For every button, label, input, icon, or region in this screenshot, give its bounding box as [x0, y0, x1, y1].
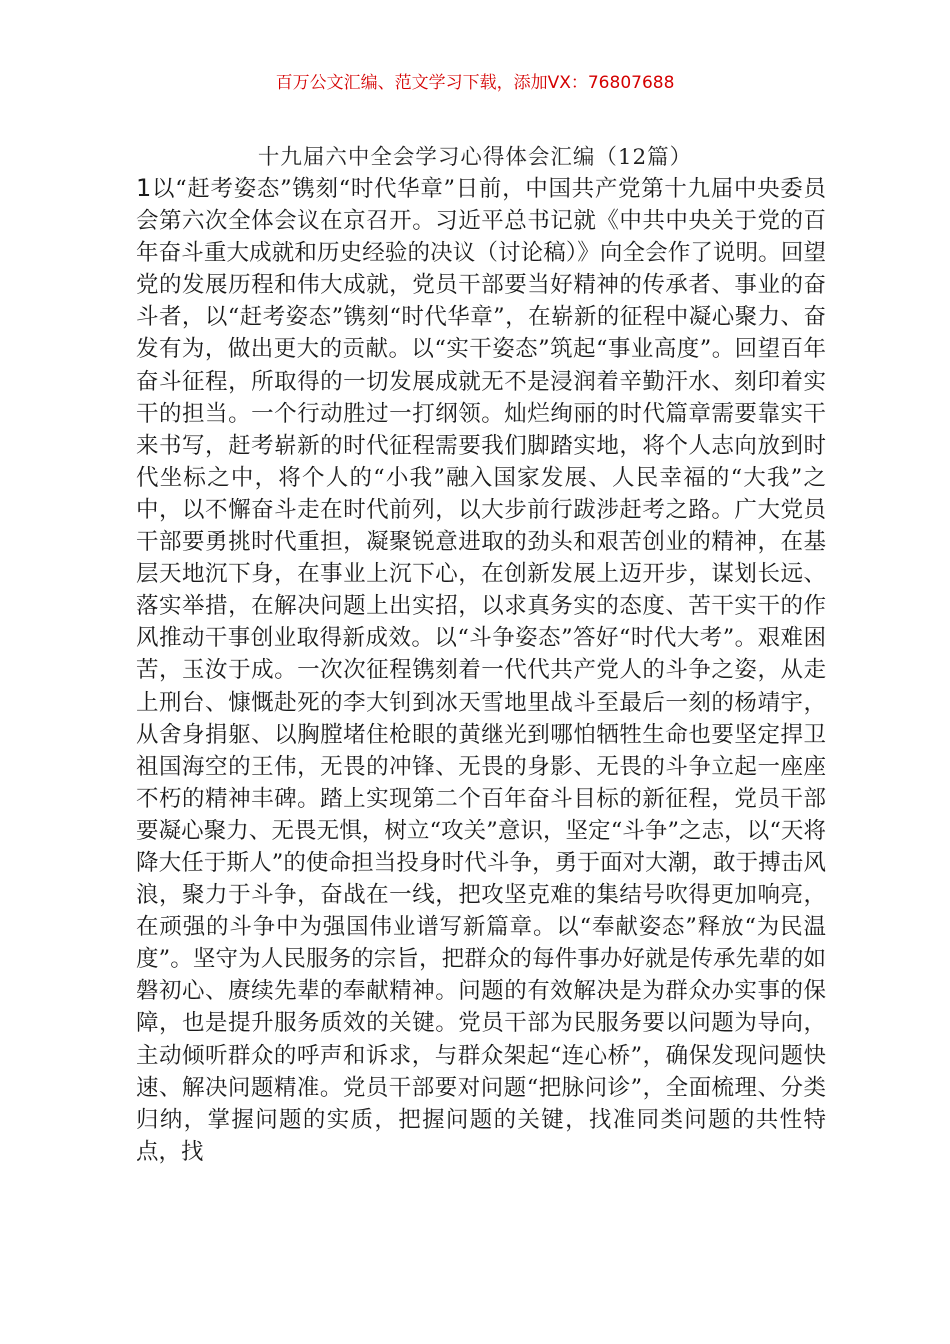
body-paragraph: 以“赶考姿态”镌刻“时代华章”日前，中国共产党第十九届中央委员会第六次全体会议在京召开。习近平总书记就《中共中央关于党的百年奋斗重大成就和历史经验的决议（讨论稿）》向全会作了说明。回望党的发展历程和伟大成就，党员干部要当好精神的传承者、事业的奋斗者，以“赶考姿态”镌刻“时代华章”，在崭新的征程中凝心聚力、奋发有为，做出更大的贡献。以“实干姿态”筑起“事业高度”。回望百年奋斗征程，所取得的一切发展成就无不是浸润着辛勤汗水、刻印着实干的担当。一个行动胜过一打纲领。灿烂绚丽的时代篇章需要靠实干来书写，赶考崭新的时代征程需要我们脚踏实地，将个人志向放到时代坐标之中，将个人的“小我”融入国家发展、人民幸福的“大我”之中，以不懈奋斗走在时代前列，以大步前行跋涉赶考之路。广大党员干部要勇挑时代重担，凝聚锐意进取的劲头和艰苦创业的精神，在基层天地沉下身，在事业上沉下心，在创新发展上迈开步，谋划长远、落实举措，在解决问题上出实招，以求真务实的态度、苦干实干的作风推动干事创业取得新成效。以“斗争姿态”答好“时代大考”。艰难困苦，玉汝于成。一次次征程镌刻着一代代共产党人的斗争之姿，从走上刑台、慷慨赴死的李大钊到冰天雪地里战斗至最后一刻的杨靖宇，从舍身捐躯、以胸膛堵住枪眼的黄继光到哪怕牺牲生命也要坚定捍卫祖国海空的王伟，无畏的冲锋、无畏的身影、无畏的斗争立起一座座不朽的精神丰碑。踏上实现第二个百年奋斗目标的新征程，党员干部要凝心聚力、无畏无惧，树立“攻关”意识，坚定“斗争”之志，以“天将降大任于斯人”的使命担当投身时代斗争，勇于面对大潮，敢于搏击风浪，聚力于斗争，奋战在一线，把攻坚克难的集结号吹得更加响亮，在顽强的斗争中为强国伟业谱写新篇章。以“奉献姿态”释放“为民温度”。坚守为人民服务的宗旨，把群众的每件事办好就是传承先辈的如磐初心、赓续先辈的奉献精神。问题的有效解决是为群众办实事的保障，也是提升服务质效的关键。党员干部为民服务要以问题为导向，主动倾听群众的呼声和诉求，与群众架起“连心桥”，确保发现问题快速、解决问题精准。党员干部要对问题“把脉问诊”，全面梳理、分类归纳，掌握问题的实质，把握问题的关键，找准同类问题的共性特点，找	[136, 176, 826, 1165]
section-number: 1	[136, 174, 152, 202]
document-title: 十九届六中全会学习心得体会汇编（12篇）	[257, 145, 693, 170]
header-banner: 百万公文汇编、范文学习下载，添加VX：76807688	[275, 73, 675, 93]
document-body	[136, 172, 826, 1168]
